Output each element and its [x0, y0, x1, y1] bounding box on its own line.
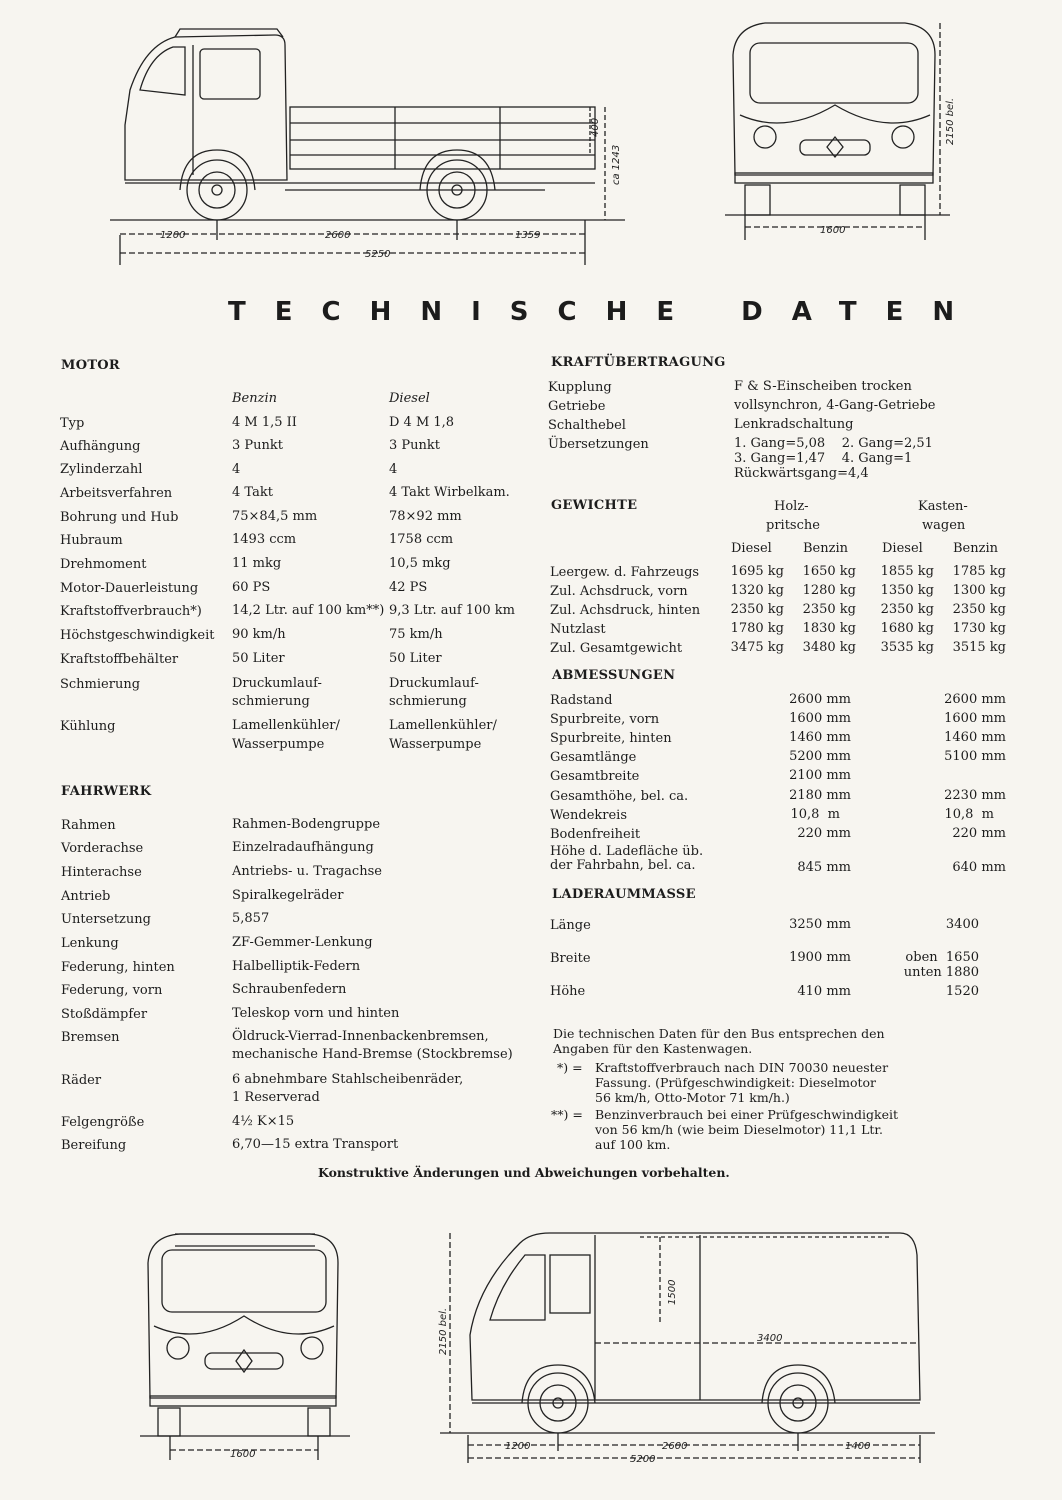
fahrwerk-label: Stoßdämpfer: [61, 1007, 148, 1022]
gewichte-value: 3535 kg: [880, 640, 934, 655]
abmessungen-value: 5200 mm: [789, 749, 851, 764]
motor-benzin-value: schmierung: [232, 694, 310, 709]
note-marker: **) =: [551, 1107, 583, 1122]
fahrwerk-value: Teleskop vorn und hinten: [232, 1006, 400, 1021]
fahrwerk-label: Hinterachse: [61, 865, 142, 880]
dim-2600-bottom: 2600: [662, 1441, 688, 1452]
laderaum-heading: LADERAUMMASSE: [552, 887, 696, 902]
gewichte-heading: GEWICHTE: [551, 498, 638, 513]
abmessungen-value: 1600 mm: [789, 711, 851, 726]
fahrwerk-label: Felgengröße: [61, 1115, 145, 1130]
abmessungen-value: 2600 mm: [789, 692, 851, 707]
fahrwerk-value: 4½ K×15: [232, 1114, 295, 1129]
dim-5200: 5200: [630, 1454, 656, 1465]
laderaum-value: 1520: [945, 984, 979, 999]
laderaum-label: Höhe: [550, 984, 586, 999]
note-text: auf 100 km.: [595, 1137, 671, 1152]
note-text: Angaben für den Kastenwagen.: [553, 1041, 753, 1056]
gewichte-label: Zul. Achsdruck, vorn: [550, 584, 688, 599]
abmessungen-value: 2100 mm: [789, 768, 851, 783]
gewichte-value: 1320 kg: [730, 583, 784, 598]
motor-benzin-value: Wasserpumpe: [232, 737, 325, 752]
motor-benzin-value: 14,2 Ltr. auf 100 km**): [232, 603, 385, 618]
abmessungen-value: 10,8 m: [790, 807, 840, 822]
dim-5250: 5250: [365, 249, 391, 260]
gewichte-label: Leergew. d. Fahrzeugs: [550, 565, 700, 580]
kraft-value: F & S-Einscheiben trocken: [734, 379, 912, 394]
motor-diesel-value: Druckumlauf-: [389, 676, 479, 691]
abmessungen-label: Spurbreite, hinten: [550, 731, 672, 746]
abmessungen-value: 1600 mm: [944, 711, 1006, 726]
van-side-drawing: [430, 1225, 950, 1467]
gewichte-value: 2350 kg: [730, 602, 784, 617]
motor-diesel-value: 50 Liter: [389, 651, 442, 666]
motor-col-diesel: Diesel: [389, 391, 430, 406]
kraft-value: Rückwärtsgang=4,4: [734, 466, 869, 481]
motor-benzin-value: 1493 ccm: [232, 532, 297, 547]
pickup-front-drawing: [725, 15, 965, 245]
motor-benzin-value: 4: [232, 462, 241, 477]
motor-label: Drehmoment: [60, 557, 147, 572]
dim-1359: 1359: [515, 230, 541, 241]
abmessungen-value: 2230 mm: [944, 788, 1006, 803]
pickup-side-drawing: [105, 15, 635, 265]
abmessungen-value: 10,8 m: [944, 807, 994, 822]
motor-benzin-value: 50 Liter: [232, 651, 285, 666]
laderaum-value: 1900 mm: [789, 950, 851, 965]
motor-diesel-value: 3 Punkt: [389, 438, 440, 453]
fahrwerk-value: Spiralkegelräder: [232, 888, 344, 903]
motor-diesel-value: 10,5 mkg: [389, 556, 451, 571]
note-text: von 56 km/h (wie beim Dieselmotor) 11,1 Ltr.: [595, 1122, 884, 1137]
gewichte-value: 1785 kg: [952, 564, 1006, 579]
dim-1600-top: 1600: [820, 225, 846, 236]
dim-1200: 1200: [160, 230, 186, 241]
fahrwerk-value: 6,70—15 extra Transport: [232, 1137, 399, 1152]
fahrwerk-value: 5,857: [232, 911, 270, 926]
gewichte-subheader: Benzin: [953, 541, 998, 556]
abmessungen-value: 845 mm: [797, 860, 851, 875]
motor-diesel-value: 9,3 Ltr. auf 100 km: [389, 603, 515, 618]
gewichte-value: 1855 kg: [880, 564, 934, 579]
fahrwerk-value: Halbelliptik-Federn: [232, 959, 361, 974]
gewichte-value: 1695 kg: [730, 564, 784, 579]
motor-diesel-value: 75 km/h: [389, 627, 443, 642]
laderaum-label: Länge: [550, 918, 591, 933]
abmessungen-label: Gesamtlänge: [550, 750, 637, 765]
fahrwerk-value: Rahmen-Bodengruppe: [232, 817, 381, 832]
dim-2600: 2600: [325, 230, 351, 241]
gewichte-subheader: Benzin: [803, 541, 848, 556]
abmessungen-label: Gesamtbreite: [550, 769, 640, 784]
gewichte-label: Zul. Achsdruck, hinten: [550, 603, 701, 618]
abmessungen-label: der Fahrbahn, bel. ca.: [550, 858, 696, 873]
dim-3400: 3400: [757, 1333, 783, 1344]
motor-benzin-value: 4 M 1,5 II: [232, 415, 297, 430]
dim-1400: 1400: [845, 1441, 871, 1452]
dim-400: 400: [590, 117, 601, 137]
note-text: Benzinverbrauch bei einer Prüfgeschwindigkeit: [595, 1107, 899, 1122]
motor-diesel-value: 78×92 mm: [389, 509, 462, 524]
laderaum-value: 3400: [945, 917, 979, 932]
note-text: Die technischen Daten für den Bus entsprechen den: [553, 1026, 885, 1041]
abmessungen-label: Wendekreis: [550, 808, 627, 823]
gewichte-value: 1830 kg: [802, 621, 856, 636]
gewichte-subheader: Diesel: [731, 541, 772, 556]
note-marker: *) =: [557, 1060, 583, 1075]
motor-col-benzin: Benzin: [232, 391, 277, 406]
gewichte-label: Nutzlast: [550, 622, 606, 637]
gewichte-value: 2350 kg: [880, 602, 934, 617]
fahrwerk-label: Bereifung: [61, 1138, 127, 1153]
fahrwerk-label: Federung, vorn: [61, 983, 163, 998]
dim-2150-bottom: 2150 bel.: [438, 1307, 449, 1355]
gewichte-value: 1350 kg: [880, 583, 934, 598]
laderaum-value: unten 1880: [903, 965, 979, 980]
gewichte-value: 3480 kg: [802, 640, 856, 655]
motor-diesel-value: 1758 ccm: [389, 532, 454, 547]
kraft-value: Lenkradschaltung: [734, 417, 854, 432]
note-text: 56 km/h, Otto-Motor 71 km/h.): [595, 1090, 790, 1105]
abmessungen-value: 1460 mm: [789, 730, 851, 745]
kraft-heading: KRAFTÜBERTRAGUNG: [551, 355, 726, 370]
abmessungen-value: 2600 mm: [944, 692, 1006, 707]
motor-diesel-value: Wasserpumpe: [389, 737, 482, 752]
motor-benzin-value: Druckumlauf-: [232, 676, 322, 691]
kraft-value: vollsynchron, 4-Gang-Getriebe: [734, 398, 936, 413]
motor-label: Typ: [60, 416, 85, 431]
abmessungen-label: Gesamthöhe, bel. ca.: [550, 789, 689, 804]
laderaum-value: 410 mm: [797, 984, 851, 999]
kraft-label: Kupplung: [548, 380, 612, 395]
laderaum-value: oben 1650: [905, 950, 979, 965]
fahrwerk-label: Untersetzung: [61, 912, 151, 927]
fahrwerk-heading: FAHRWERK: [61, 784, 152, 799]
kraft-value: 1. Gang=5,08 2. Gang=2,51: [734, 436, 933, 451]
abmessungen-label: Höhe d. Ladefläche üb.: [550, 844, 704, 859]
note-text: Fassung. (Prüfgeschwindigkeit: Dieselmotor: [595, 1075, 877, 1090]
abmessungen-value: 2180 mm: [789, 788, 851, 803]
motor-heading: MOTOR: [61, 358, 121, 373]
van-front-drawing-view: [140, 1228, 350, 1464]
gewichte-value: 1650 kg: [802, 564, 856, 579]
motor-label: Kraftstoffverbrauch*): [60, 604, 202, 619]
note-text: Kraftstoffverbrauch nach DIN 70030 neuester: [595, 1060, 889, 1075]
kraft-label: Getriebe: [548, 399, 606, 414]
abmessungen-value: 5100 mm: [944, 749, 1006, 764]
motor-label: Schmierung: [60, 677, 141, 692]
motor-label: Motor-Dauerleistung: [60, 581, 199, 596]
gewichte-holz-header: pritsche: [766, 518, 820, 533]
abmessungen-label: Radstand: [550, 693, 613, 708]
fahrwerk-label: Bremsen: [61, 1030, 120, 1045]
gewichte-kasten-header: Kasten-: [918, 499, 968, 514]
motor-label: Arbeitsverfahren: [60, 486, 173, 501]
gewichte-value: 2350 kg: [952, 602, 1006, 617]
motor-diesel-value: schmierung: [389, 694, 467, 709]
kraft-label: Schalthebel: [548, 418, 626, 433]
laderaum-value: 3250 mm: [789, 917, 851, 932]
motor-benzin-value: 60 PS: [232, 580, 271, 595]
motor-benzin-value: 75×84,5 mm: [232, 509, 318, 524]
abmessungen-value: 220 mm: [797, 826, 851, 841]
motor-label: Höchstgeschwindigkeit: [60, 628, 215, 643]
gewichte-kasten-header: wagen: [922, 518, 966, 533]
gewichte-label: Zul. Gesamtgewicht: [550, 641, 683, 656]
fahrwerk-value: 1 Reserverad: [232, 1090, 320, 1105]
dim-1200-bottom: 1200: [505, 1441, 531, 1452]
dim-1600-bottom: 1600: [230, 1449, 256, 1460]
fahrwerk-value: 6 abnehmbare Stahlscheibenräder,: [232, 1072, 464, 1087]
abmessungen-label: Bodenfreiheit: [550, 827, 641, 842]
motor-diesel-value: 4 Takt Wirbelkam.: [389, 485, 510, 500]
kraft-label: Übersetzungen: [548, 437, 649, 452]
dim-ca1243: ca 1243: [611, 144, 622, 185]
motor-benzin-value: 3 Punkt: [232, 438, 283, 453]
laderaum-label: Breite: [550, 951, 591, 966]
gewichte-value: 1300 kg: [952, 583, 1006, 598]
motor-label: Bohrung und Hub: [60, 510, 179, 525]
fahrwerk-label: Antrieb: [61, 889, 111, 904]
gewichte-holz-header: Holz-: [774, 499, 809, 514]
fahrwerk-label: Lenkung: [61, 936, 119, 951]
abmessungen-heading: ABMESSUNGEN: [552, 668, 676, 683]
gewichte-value: 1730 kg: [952, 621, 1006, 636]
kraft-value: 3. Gang=1,47 4. Gang=1: [734, 451, 913, 466]
fahrwerk-value: Öldruck-Vierrad-Innenbackenbremsen,: [232, 1029, 489, 1044]
fahrwerk-label: Federung, hinten: [61, 960, 175, 975]
gewichte-subheader: Diesel: [882, 541, 923, 556]
motor-label: Zylinderzahl: [60, 462, 143, 477]
fahrwerk-label: Vorderachse: [61, 841, 144, 856]
motor-label: Hubraum: [60, 533, 123, 548]
gewichte-value: 1780 kg: [730, 621, 784, 636]
gewichte-value: 3515 kg: [952, 640, 1006, 655]
motor-label: Aufhängung: [60, 439, 141, 454]
abmessungen-value: 640 mm: [952, 860, 1006, 875]
motor-label: Kühlung: [60, 719, 116, 734]
motor-benzin-value: Lamellenkühler/: [232, 718, 340, 733]
fahrwerk-value: Schraubenfedern: [232, 982, 347, 997]
page-title: TECHNISCHE DATEN: [228, 297, 984, 327]
abmessungen-value: 1460 mm: [944, 730, 1006, 745]
fahrwerk-value: mechanische Hand-Bremse (Stockbremse): [232, 1047, 513, 1062]
motor-benzin-value: 11 mkg: [232, 556, 282, 571]
motor-diesel-value: 4: [389, 462, 398, 477]
fahrwerk-label: Räder: [61, 1073, 102, 1088]
fahrwerk-value: ZF-Gemmer-Lenkung: [232, 935, 373, 950]
dim-1500: 1500: [667, 1279, 678, 1305]
footer-disclaimer: Konstruktive Änderungen und Abweichungen vorbehalten.: [318, 1165, 730, 1180]
abmessungen-value: 220 mm: [952, 826, 1006, 841]
abmessungen-label: Spurbreite, vorn: [550, 712, 660, 727]
motor-label: Kraftstoffbehälter: [60, 652, 179, 667]
fahrwerk-value: Einzelradaufhängung: [232, 840, 374, 855]
motor-diesel-value: Lamellenkühler/: [389, 718, 497, 733]
motor-benzin-value: 90 km/h: [232, 627, 286, 642]
gewichte-value: 3475 kg: [730, 640, 784, 655]
fahrwerk-value: Antriebs- u. Tragachse: [232, 864, 382, 879]
motor-diesel-value: D 4 M 1,8: [389, 415, 455, 430]
motor-diesel-value: 42 PS: [389, 580, 428, 595]
motor-benzin-value: 4 Takt: [232, 485, 273, 500]
gewichte-value: 1680 kg: [880, 621, 934, 636]
gewichte-value: 1280 kg: [802, 583, 856, 598]
dim-2150-top: 2150 bel.: [945, 97, 956, 145]
fahrwerk-label: Rahmen: [61, 818, 116, 833]
gewichte-value: 2350 kg: [802, 602, 856, 617]
